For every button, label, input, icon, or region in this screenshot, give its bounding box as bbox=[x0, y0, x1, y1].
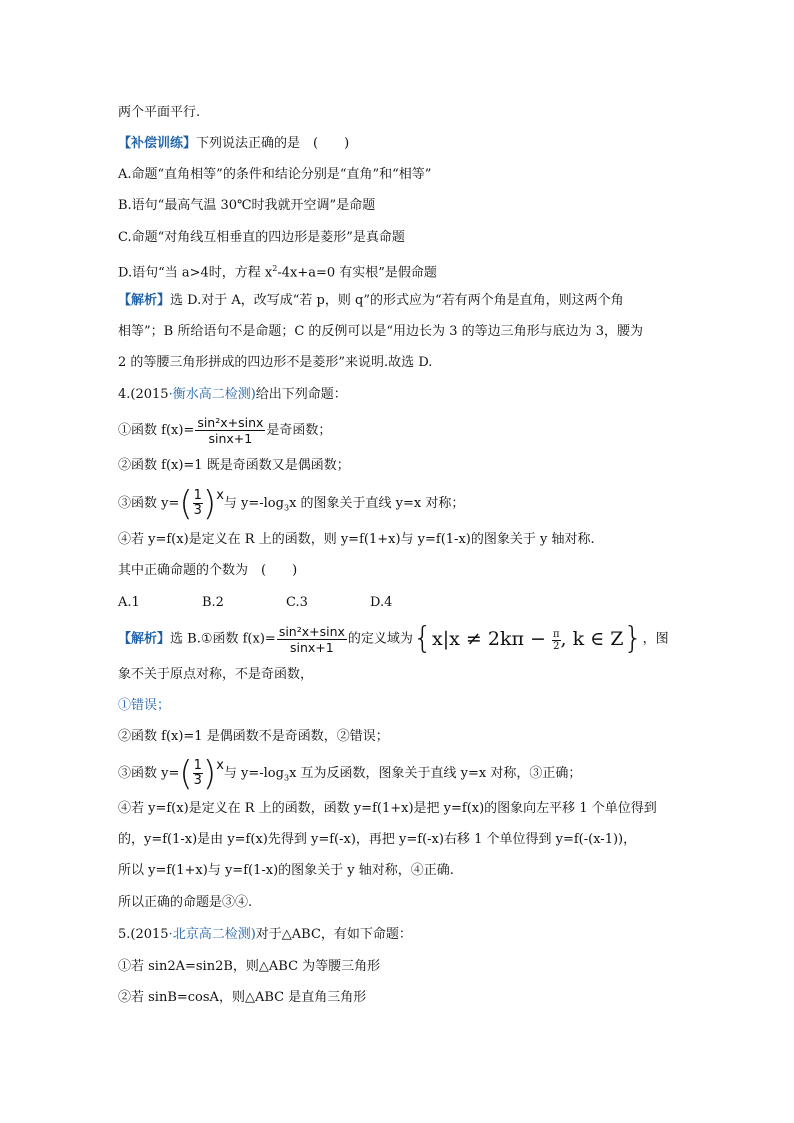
fraction-denominator: 2 bbox=[553, 640, 560, 652]
option-b: B.语句“最高气温 30℃时我就开空调”是命题 bbox=[118, 198, 376, 213]
right-paren: ) bbox=[202, 483, 217, 524]
text-fragment: ，图 bbox=[642, 631, 669, 647]
option-c: C.3 bbox=[286, 595, 308, 610]
fraction-denominator: 3 bbox=[193, 773, 202, 788]
analysis-tag: 【解析】 bbox=[118, 293, 171, 308]
proposition-2: ②若 sinB=cosA，则△ABC 是直角三角形 bbox=[118, 990, 367, 1005]
solution-line bbox=[118, 754, 581, 799]
text-fragment: 对于△ABC，有如下命题： bbox=[255, 927, 412, 942]
text-fragment: 是奇函数； bbox=[266, 423, 332, 438]
set-expression bbox=[432, 619, 623, 659]
solution-line: 相等”；B 所给语句不是命题；C 的反例可以是“用边长为 3 的等边三角形与底边为 3，腰为 bbox=[118, 324, 643, 339]
exponent: x bbox=[216, 758, 224, 773]
option-a: A.1 bbox=[118, 595, 140, 610]
text-fragment: 选 D.对于 A，改写成“若 p，则 q”的形式应为“若有两个角是直角，则这两个角 bbox=[170, 293, 624, 308]
text-fragment: ①函数 f(x)= bbox=[118, 423, 195, 438]
option-d: D.4 bbox=[370, 595, 393, 610]
fraction bbox=[195, 415, 265, 446]
text-fragment: ③函数 y= bbox=[118, 766, 180, 781]
fraction-denominator: sinx+1 bbox=[290, 639, 334, 655]
fraction-numerator: sin²x+sinx bbox=[197, 415, 264, 430]
question-stem: 下列说法正确的是 ( ) bbox=[196, 136, 350, 151]
source-label: ·北京高二检测) bbox=[168, 927, 256, 942]
source-label: ·衡水高二检测) bbox=[168, 387, 256, 402]
text-fragment: x 的图象关于直线 y=x 对称； bbox=[289, 496, 465, 511]
text-fragment: 的定义域为 bbox=[347, 631, 413, 647]
fraction-numerator: 1 bbox=[193, 488, 202, 503]
text-fragment: , k ∈ Z bbox=[560, 628, 624, 650]
text-fragment: D.语句“当 a>4时，方程 x bbox=[118, 265, 273, 281]
text-fragment: x|x ≠ 2kπ − bbox=[432, 628, 546, 650]
right-paren: ) bbox=[202, 753, 217, 794]
text-fragment: 给出下列命题： bbox=[255, 387, 347, 402]
exponent: x bbox=[216, 488, 224, 503]
section-tag: 【补偿训练】 bbox=[118, 136, 197, 151]
fraction-denominator: 3 bbox=[193, 503, 202, 518]
fraction bbox=[193, 759, 203, 788]
solution-line: 象不关于原点对称，不是奇函数， bbox=[118, 667, 314, 682]
text-fragment: 选 B.①函数 f(x)= bbox=[170, 631, 276, 647]
proposition-1 bbox=[118, 412, 331, 450]
text-fragment: 与 y=-log bbox=[223, 766, 284, 781]
superscript: 2 bbox=[272, 264, 278, 273]
question-stem: 其中正确命题的个数为 ( ) bbox=[118, 563, 298, 578]
fraction-numerator: π bbox=[552, 628, 560, 640]
solution-line: ④若 y=f(x)是定义在 R 上的函数，函数 y=f(1+x)是把 y=f(x)的图象向左平移 1 个单位得到 bbox=[118, 801, 657, 816]
text-fragment: 与 y=-log bbox=[223, 496, 284, 511]
text-fragment: 4.(2015 bbox=[118, 387, 169, 402]
text-fragment: x 互为反函数，图象关于直线 y=x 对称，③正确； bbox=[289, 766, 582, 781]
fraction-denominator: sinx+1 bbox=[208, 431, 253, 446]
proposition-1: ①若 sin2A=sin2B，则△ABC 为等腰三角形 bbox=[118, 959, 381, 974]
analysis-tag: 【解析】 bbox=[118, 631, 171, 647]
solution-line: 所以 y=f(1+x)与 y=f(1-x)的图象关于 y 轴对称，④正确. bbox=[118, 863, 454, 878]
proposition-4: ④若 y=f(x)是定义在 R 上的函数，则 y=f(1+x)与 y=f(1-x)的图象关于 y 轴对称. bbox=[118, 532, 595, 547]
fraction-numerator: sin²x+sinx bbox=[278, 623, 345, 639]
text-line: 两个平面平行. bbox=[118, 105, 201, 120]
solution-line bbox=[118, 619, 669, 660]
options-row bbox=[118, 594, 454, 612]
option-d bbox=[118, 260, 437, 282]
pi-over-two bbox=[552, 629, 561, 652]
option-c: C.命题“对角线互相垂直的四边形是菱形”是真命题 bbox=[118, 230, 405, 245]
text-line bbox=[118, 135, 349, 153]
text-fragment: 5.(2015 bbox=[118, 927, 169, 942]
fraction-numerator: 1 bbox=[193, 758, 202, 773]
solution-line: ①错误； bbox=[118, 698, 171, 713]
subscript: 3 bbox=[283, 503, 290, 513]
fraction bbox=[193, 489, 203, 518]
solution-line: 的，y=f(1-x)是由 y=f(x)先得到 y=f(-x)，再把 y=f(-x)右移 1 个单位得到 y=f(-(x-1))， bbox=[118, 832, 637, 847]
solution-line: 所以正确的命题是③④. bbox=[118, 895, 253, 910]
subscript: 3 bbox=[283, 773, 290, 783]
option-a: A.命题“直角相等”的条件和结论分别是“直角”和“相等” bbox=[118, 167, 432, 182]
left-brace: { bbox=[412, 621, 433, 656]
proposition-3 bbox=[118, 484, 464, 529]
text-fragment: -4x+a=0 有实根”是假命题 bbox=[277, 265, 437, 281]
question-title bbox=[118, 386, 347, 404]
text-fragment: ③函数 y= bbox=[118, 496, 180, 511]
solution-line bbox=[118, 292, 624, 310]
solution-line: 2 的等腰三角形拼成的四边形不是菱形”来说明.故选 D. bbox=[118, 355, 433, 370]
option-b: B.2 bbox=[202, 595, 224, 610]
left-paren: ( bbox=[179, 483, 193, 524]
fraction bbox=[277, 624, 347, 655]
question-title bbox=[118, 926, 412, 944]
solution-line: ②函数 f(x)=1 是偶函数不是奇函数，②错误； bbox=[118, 729, 389, 744]
left-paren: ( bbox=[179, 753, 193, 794]
right-brace: } bbox=[623, 621, 643, 656]
proposition-2: ②函数 f(x)=1 既是奇函数又是偶函数； bbox=[118, 458, 350, 473]
